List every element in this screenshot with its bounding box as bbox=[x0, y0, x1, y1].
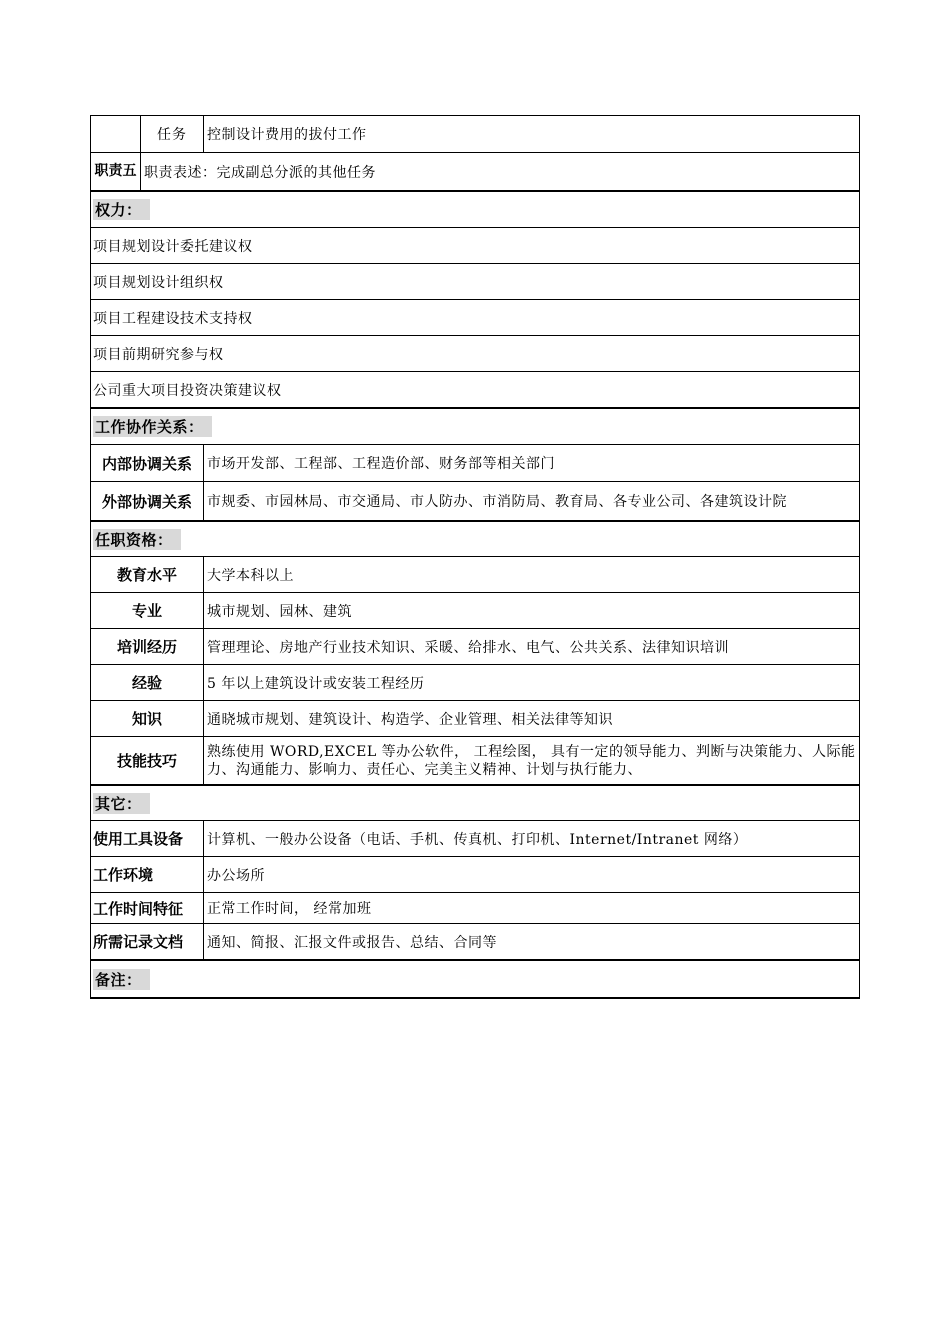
other-row bbox=[90, 821, 860, 857]
other-label: 所需记录文档 bbox=[91, 924, 204, 959]
other-value: 通知、简报、汇报文件或报告、总结、合同等 bbox=[207, 934, 497, 951]
external-coordination-row bbox=[90, 482, 860, 522]
task-row bbox=[90, 115, 860, 153]
authority-item-text: 项目工程建设技术支持权 bbox=[93, 310, 253, 327]
internal-coordination-row bbox=[90, 445, 860, 482]
other-heading-row bbox=[90, 786, 860, 821]
qualification-label: 经验 bbox=[91, 665, 204, 700]
remarks-row bbox=[90, 961, 860, 999]
internal-coordination-label: 内部协调关系 bbox=[91, 445, 204, 481]
qualification-label: 教育水平 bbox=[91, 557, 204, 592]
other-value: 计算机、一般办公设备（电话、手机、传真机、打印机、Internet/Intranet 网络） bbox=[207, 831, 748, 848]
authority-item bbox=[90, 336, 860, 372]
qualification-row bbox=[90, 593, 860, 629]
internal-coordination-value: 市场开发部、工程部、工程造价部、财务部等相关部门 bbox=[207, 456, 555, 472]
qualification-value: 管理理论、房地产行业技术知识、采暖、给排水、电气、公共关系、法律知识培训 bbox=[207, 639, 729, 656]
qualification-value: 城市规划、园林、建筑 bbox=[207, 603, 352, 620]
qualifications-heading: 任职资格： bbox=[91, 522, 859, 556]
collaboration-heading-row bbox=[90, 409, 860, 445]
qualification-value: 5 年以上建筑设计或安装工程经历 bbox=[207, 675, 425, 692]
other-value: 正常工作时间， 经常加班 bbox=[207, 901, 372, 917]
duty5-row bbox=[90, 153, 860, 192]
qualification-value: 大学本科以上 bbox=[207, 567, 294, 584]
other-label: 工作时间特征 bbox=[91, 893, 204, 923]
other-row bbox=[90, 857, 860, 893]
remarks-heading: 备注： bbox=[91, 961, 859, 997]
blank-cell bbox=[91, 116, 141, 152]
qualification-row bbox=[90, 665, 860, 701]
authority-item-text: 项目规划设计组织权 bbox=[93, 274, 224, 291]
external-coordination-value: 市规委、市园林局、市交通局、市人防办、市消防局、教育局、各专业公司、各建筑设计院 bbox=[207, 493, 787, 510]
other-label: 使用工具设备 bbox=[91, 821, 204, 856]
qualification-value: 熟练使用 WORD,EXCEL 等办公软件， 工程绘图， 具有一定的领导能力、判断与决策能力、人际能力、沟通能力、影响力、责任心、完美主义精神、计划与执行能力、 bbox=[207, 744, 856, 778]
authority-heading-row bbox=[90, 192, 860, 228]
qualification-row bbox=[90, 629, 860, 665]
external-coordination-label: 外部协调关系 bbox=[91, 482, 204, 520]
authority-item-text: 公司重大项目投资决策建议权 bbox=[93, 382, 282, 399]
qualification-label: 技能技巧 bbox=[91, 737, 204, 784]
qualification-row bbox=[90, 557, 860, 593]
qualification-label: 知识 bbox=[91, 701, 204, 736]
qualifications-heading-row bbox=[90, 522, 860, 557]
authority-item-text: 项目规划设计委托建议权 bbox=[93, 238, 253, 255]
job-description-table bbox=[90, 115, 860, 999]
authority-heading: 权力： bbox=[91, 192, 859, 227]
qualification-label: 培训经历 bbox=[91, 629, 204, 664]
authority-item bbox=[90, 372, 860, 409]
authority-item bbox=[90, 264, 860, 300]
task-value: 控制设计费用的拔付工作 bbox=[207, 127, 367, 143]
authority-item bbox=[90, 228, 860, 264]
other-label: 工作环境 bbox=[91, 857, 204, 892]
authority-item bbox=[90, 300, 860, 336]
qualification-row bbox=[90, 737, 860, 786]
duty5-value: 职责表述：完成副总分派的其他任务 bbox=[144, 164, 376, 181]
duty5-label: 职责五 bbox=[91, 153, 141, 190]
other-row bbox=[90, 893, 860, 924]
other-heading: 其它： bbox=[91, 786, 859, 820]
qualification-row bbox=[90, 701, 860, 737]
qualification-label: 专业 bbox=[91, 593, 204, 628]
task-label: 任务 bbox=[141, 116, 204, 152]
other-row bbox=[90, 924, 860, 961]
authority-item-text: 项目前期研究参与权 bbox=[93, 346, 224, 363]
qualification-value: 通晓城市规划、建筑设计、构造学、企业管理、相关法律等知识 bbox=[207, 711, 613, 728]
other-value: 办公场所 bbox=[207, 867, 265, 884]
collaboration-heading: 工作协作关系： bbox=[91, 409, 859, 444]
